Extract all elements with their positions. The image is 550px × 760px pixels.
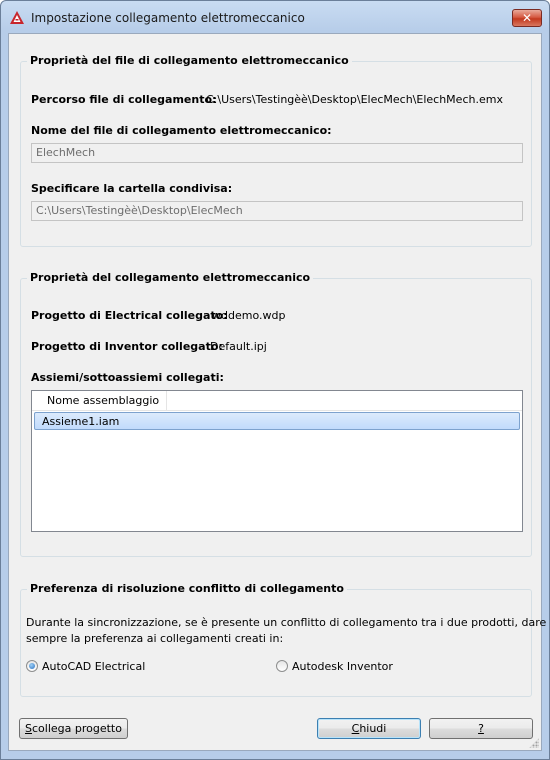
list-item[interactable]: Assieme1.iam [34, 412, 520, 430]
close-icon: ✕ [521, 11, 533, 25]
conflict-description-line1: Durante la sincronizzazione, se è presente un conflitto di collegamento tra i due prodotti, dare [26, 616, 547, 629]
close-mnemonic: C [351, 722, 360, 735]
close-label: hiudi [359, 722, 387, 735]
electrical-project-label: Progetto di Electrical collegato: [31, 309, 228, 322]
link-file-path-value: C:\Users\Testingèè\Desktop\ElecMech\ElechMech.emx [206, 93, 503, 106]
electrical-project-value: wddemo.wdp [212, 309, 286, 322]
shared-folder-field: C:\Users\Testingèè\Desktop\ElecMech [31, 201, 523, 221]
autodesk-inventor-radio-label[interactable]: Autodesk Inventor [292, 660, 393, 673]
linked-assemblies-list[interactable] [31, 390, 523, 532]
file-properties-group [20, 54, 532, 247]
conflict-preference-group [20, 582, 547, 697]
file-properties-group-title: Proprietà del file di collegamento elettromeccanico [27, 54, 352, 67]
autodesk-inventor-radio[interactable] [276, 660, 288, 672]
unlink-project-mnemonic: S [25, 722, 32, 735]
autocad-electrical-radio-label[interactable]: AutoCAD Electrical [42, 660, 146, 673]
linked-assemblies-label: Assiemi/sottoassiemi collegati: [31, 371, 224, 384]
resize-grip[interactable] [529, 738, 539, 748]
conflict-preference-group-title: Preferenza di risoluzione conflitto di collegamento [27, 582, 347, 595]
radio-selected-dot [29, 663, 35, 669]
inventor-project-value: Default.ipj [210, 340, 267, 353]
list-header [32, 391, 522, 411]
dialog-client-area [8, 33, 547, 751]
unlink-project-button[interactable] [19, 718, 128, 739]
link-properties-group-title: Proprietà del collegamento elettromeccanico [27, 271, 313, 284]
link-file-name-label: Nome del file di collegamento elettromeccanico: [31, 124, 332, 137]
help-label: ? [478, 722, 484, 735]
autocad-electrical-radio[interactable] [26, 660, 38, 672]
title-bar[interactable] [1, 1, 549, 33]
shared-folder-label: Specificare la cartella condivisa: [31, 182, 233, 195]
link-properties-group [20, 271, 532, 557]
link-file-name-field: ElechMech [31, 143, 523, 163]
close-button[interactable] [317, 718, 421, 739]
column-header-assembly-name[interactable]: Nome assemblaggio [32, 391, 167, 411]
close-window-button[interactable] [512, 9, 542, 27]
autocad-electrical-app-icon [10, 11, 24, 24]
window-title: Impostazione collegamento elettromeccanico [31, 11, 305, 25]
inventor-project-label: Progetto di Inventor collegato: [31, 340, 223, 353]
link-file-path-label: Percorso file di collegamento: [31, 93, 217, 106]
unlink-project-label: collega progetto [32, 722, 122, 735]
help-button[interactable] [429, 718, 533, 739]
conflict-description-line2: sempre la preferenza ai collegamenti creati in: [26, 632, 284, 645]
